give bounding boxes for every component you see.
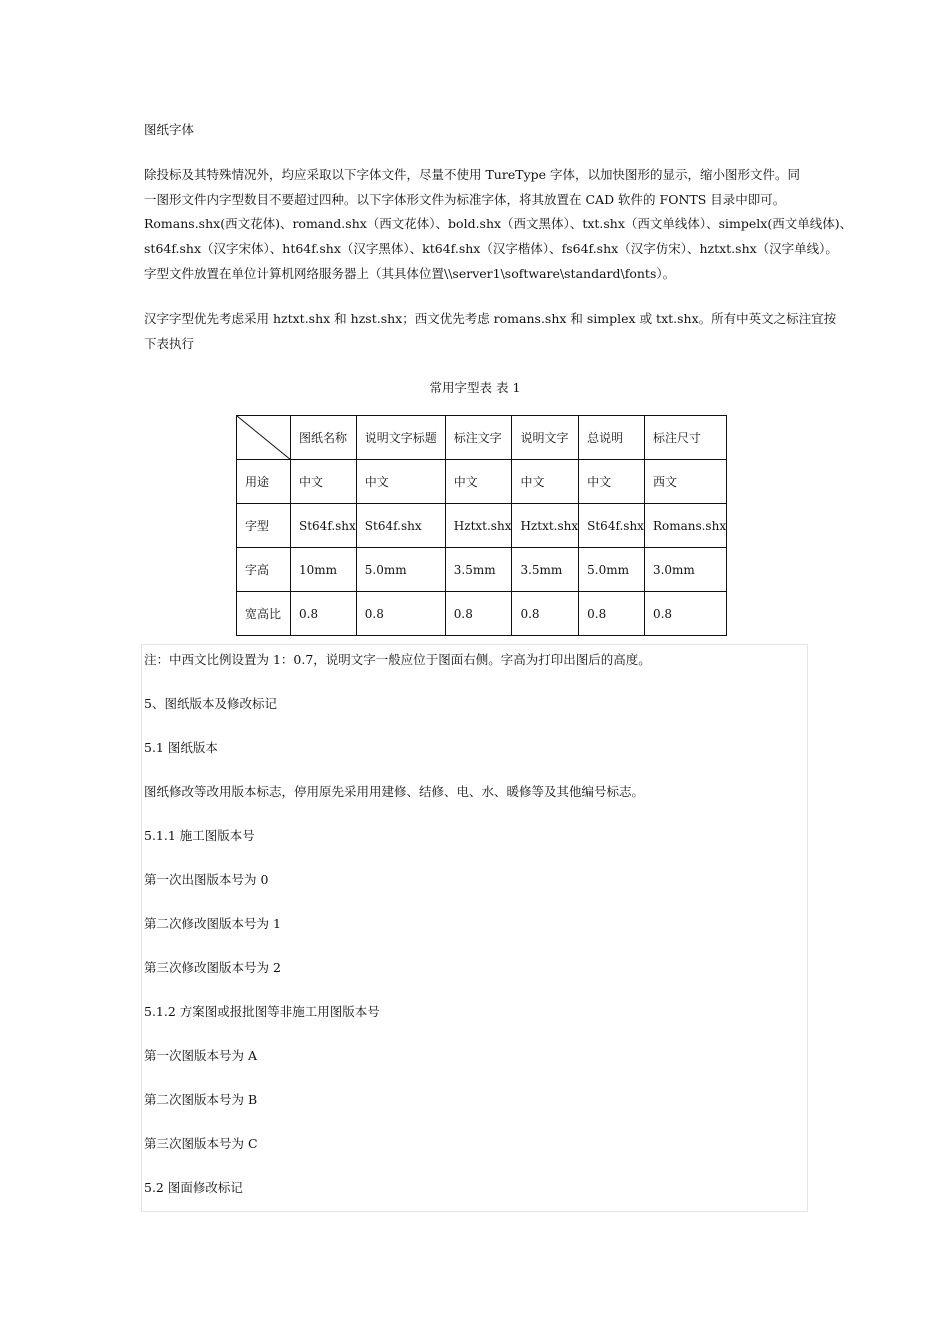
table-cell: Romans.shx — [644, 504, 726, 548]
table-cell: 中文 — [291, 460, 357, 504]
table-cell: 3.5mm — [445, 548, 512, 592]
diagonal-line-icon — [237, 416, 291, 460]
table-cell: 10mm — [291, 548, 357, 592]
list-item: 第二次修改图版本号为 1 — [144, 916, 281, 931]
intro-line: 一图形文件内字型数目不要超过四种。以下字体形文件为标准字体，将其放置在 CAD 软件的 FONTS 目录中即可。 — [144, 192, 786, 207]
subsection-title: 5.1.2 方案图或报批图等非施工用图版本号 — [144, 1004, 380, 1019]
intro-line: Romans.shx(西文花体)、romand.shx（西文花体）、bold.shx（西文黑体）、txt.shx（西文单线体）、simpelx(西文单线体)、 — [144, 216, 853, 231]
table-cell: Hztxt.shx — [445, 504, 512, 548]
preference-line: 下表执行 — [144, 336, 195, 351]
list-item: 第三次图版本号为 C — [144, 1136, 258, 1151]
table-cell: St64f.shx — [356, 504, 445, 548]
table-cell: 0.8 — [356, 592, 445, 636]
diagonal-header-cell — [237, 416, 291, 460]
table-cell: 0.8 — [644, 592, 726, 636]
intro-line: 除投标及其特殊情况外，均应采取以下字体文件，尽量不使用 TureType 字体，以加快图形的显示，缩小图形文件。同 — [144, 167, 801, 182]
table-cell: 0.8 — [291, 592, 357, 636]
table-cell: 中文 — [579, 460, 645, 504]
column-header: 说明文字标题 — [356, 416, 445, 460]
intro-line: 字型文件放置在单位计算机网络服务器上（其具体位置\\server1\software\standard\fonts）。 — [144, 266, 676, 281]
table-cell: 中文 — [356, 460, 445, 504]
table-cell: 0.8 — [579, 592, 645, 636]
section-title: 5、图纸版本及修改标记 — [144, 696, 277, 711]
table-cell: 5.0mm — [579, 548, 645, 592]
row-label: 字高 — [237, 548, 291, 592]
table-cell: 0.8 — [512, 592, 579, 636]
table-row — [237, 504, 727, 548]
subsection-title: 5.1 图纸版本 — [144, 740, 218, 755]
column-header: 图纸名称 — [291, 416, 357, 460]
font-table — [236, 415, 727, 636]
table-row — [237, 460, 727, 504]
table-note: 注：中西文比例设置为 1：0.7，说明文字一般应位于图面右侧。字高为打印出图后的高度。 — [144, 652, 651, 667]
table-cell: 中文 — [512, 460, 579, 504]
column-header: 标注尺寸 — [644, 416, 726, 460]
section-heading: 图纸字体 — [144, 122, 195, 137]
table-cell: St64f.shx — [579, 504, 645, 548]
table-cell: 西文 — [644, 460, 726, 504]
row-label: 字型 — [237, 504, 291, 548]
table-header-row — [237, 416, 727, 460]
subsection-title: 5.2 图面修改标记 — [144, 1180, 243, 1195]
subsection-title: 5.1.1 施工图版本号 — [144, 828, 255, 843]
list-item: 第三次修改图版本号为 2 — [144, 960, 281, 975]
table-row — [237, 548, 727, 592]
table-row — [237, 592, 727, 636]
table-cell: St64f.shx — [291, 504, 357, 548]
list-item: 第一次出图版本号为 0 — [144, 872, 269, 887]
table-cell: 5.0mm — [356, 548, 445, 592]
table-cell: Hztxt.shx — [512, 504, 579, 548]
table-cell: 3.0mm — [644, 548, 726, 592]
body-text: 图纸修改等改用版本标志，停用原先采用用建修、结修、电、水、暖修等及其他编号标志。 — [144, 784, 645, 799]
table-cell: 中文 — [445, 460, 512, 504]
column-header: 总说明 — [579, 416, 645, 460]
column-header: 标注文字 — [445, 416, 512, 460]
intro-line: st64f.shx（汉字宋体）、ht64f.shx（汉字黑体）、kt64f.shx（汉字楷体）、fs64f.shx（汉字仿宋）、hztxt.shx（汉字单线）。 — [144, 241, 838, 256]
list-item: 第二次图版本号为 B — [144, 1092, 258, 1107]
row-label: 用途 — [237, 460, 291, 504]
table-cell: 0.8 — [445, 592, 512, 636]
column-header: 说明文字 — [512, 416, 579, 460]
preference-line: 汉字字型优先考虑采用 hztxt.shx 和 hzst.shx；西文优先考虑 romans.shx 和 simplex 或 txt.shx。所有中英文之标注宜按 — [144, 311, 837, 326]
row-label: 宽高比 — [237, 592, 291, 636]
table-cell: 3.5mm — [512, 548, 579, 592]
table-caption: 常用字型表 表 1 — [429, 380, 521, 395]
list-item: 第一次图版本号为 A — [144, 1048, 258, 1063]
